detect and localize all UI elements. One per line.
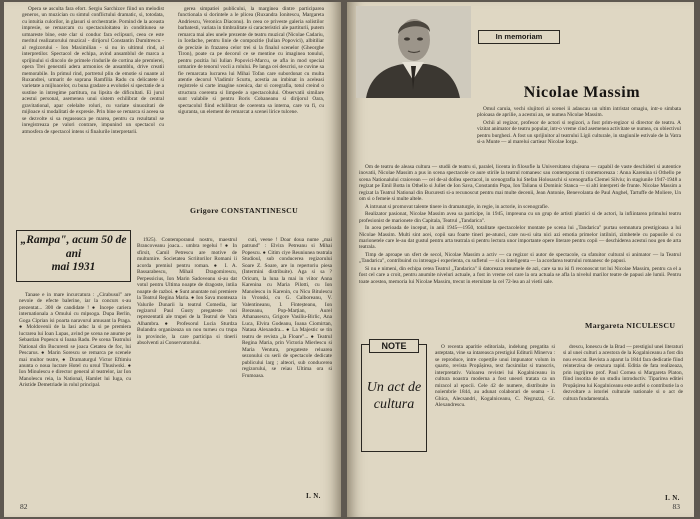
portrait-photo <box>356 6 471 98</box>
memoriam-body <box>359 164 681 310</box>
body-paragraph: In acea perioada de inceput, in anii 1945—1950, totalitate spectacolelor montate pe scena lui „Tandarica" purtau semnatura prestigioasa a lui Nicolae Massim. Multi sint acei, copii sau foarte tineri pe-atunci, care nu-si uita nici azi emotia primelor intilniri, zimbetele cu papusile si cu marionetele care le-au dat gustul pentru arta teatrala si pentru lectura unor importante opere literare pentru copii — deschiderea acestui nou gen de arta teatrala. <box>359 225 681 251</box>
note-column-2 <box>563 344 683 494</box>
body-paragraph: A intrunat si promovat talente tinere in dramaturgie, in regie, in actorie, in scenografie. <box>365 203 549 210</box>
rampa-heading-box <box>16 230 131 282</box>
review-signature: Grigore CONSTANTINESCU <box>190 206 299 215</box>
portrait-illustration <box>356 6 471 98</box>
note-paragraph: drescu, Ionescu de la Brad — prestigiul unei literaturi si al unei culturi a acestora de la Kogalniceanu a fost din nou evocat. Revista a aparut la 1844 fara dedicatie fiind reinterzisa de cenzura rapid. Editia de fata realizeaza, prin ingrijirea prof. Paul Cornea si Margareta Platon, fiind insotita de un studiu introductiv. Tiparirea editiei Propășirea lui Kogalniceanu este astfel o contributie la o dezvoltare a istoriei culturale nationale si o act de cultura fundamentala. <box>563 344 683 402</box>
memoriam-signature: Margareta NICULESCU <box>585 321 676 330</box>
right-page <box>347 2 694 517</box>
page-number-left: 82 <box>20 502 28 511</box>
review-paragraph: Opera se asculta fara efort. Sergiu Sarchizov fiind un melodist generos, un muzician cu simtul conflictului dramatic, si, totodata, cu intuitia culorilor, in glasuri si orchestratie. Pornind de la aceasta impresie, se remarcam cu spectaculoitatea in conditiunea se urmareste bine, este clar si conduc fara eclipsuri, ceea ce este meritul realizatorului muzical - dirijorul Constantin Dumitrescu - al regizorului - Ion Maximilian - si nu in ultimul rind, al interpretilor. Spectacol de echipa, avind ansamblul de marca a sprijinului si dincolo de primele rindurile de cortina ale premierei, opera Trei generatii adera armonios de ansamblu, drive creatii memorabile. In primul rind, portretul plin de emotie si nuante al Ruxandrei, urmarit de soprana Ramfilia Radu cu delicatete si varietate a mijloacelor, cu buna gradare a evolutiei si spectatie de a sustine in intregime partitura, nu lipsita de dificultati. Ei jurul acestui personal, asemenea unui sistem echilibrat de central gravitational, apar celelalte roluri, cu variate sinuozitati de mijloace si modalitati de expresie. Prin bine se remarca si aceea sa se dezvolte si sa regaseasca pe marea, pentru ca rezultatul se inregistreaza pe valori contrare, impunind un spectacol cu atmosfera de spectacol intens si finalurile interpretarii. <box>22 6 164 135</box>
review-column-1 <box>22 6 164 209</box>
in-memoriam-label: In memoriam <box>478 30 560 44</box>
page-number-right: 83 <box>672 502 680 511</box>
rampa-paragraph: 1925). Contemporanul nostru, maestrul Brancoveanu joaca... umbra regelui ! ● In sfirsit, Camil Petrescu are motive de multumire. Societatea Scriitorilor Romani ii acorda premiul pentru roman. ● I. A. Bassarabescu, Mihail Dragomirescu, Perpessicius, Ion Marin Sadoveanu si-au dat votul pentru Ultima noapte de dragoste, intiia noapte de razboi. ● Sunt anuntate noi premiere la Teatrul Regina Maria. ● Ion Sava monteaza Valurile Dunarii la teatrul Comedia, iar regizorul Paul Gusty pregateste noi reprezentatii ale trupei de la Teatrul de Vara Alhambra. ● Profesorul Lucia Sturdza Bulandra organizeaza un nou turneu cu trupa in provincie, la care participa si tinerii absolventi ai Conservatorului. <box>137 237 237 347</box>
rampa-heading-line1: „Rampa", acum 50 de ani <box>20 234 127 260</box>
note-column-1 <box>435 344 555 506</box>
body-paragraph: Om de teatru de aleasa cultura — studii de teatru si, paralel, licenta in filosofie la Universitatea clujeana — capabil de vaste deschideri si autentice inovatii, Nicolae Massim a pus in scena spectacole ce aure stirile la teatrul romanesc sau contemporan ti comemoreaza : Anna Karenina si Othello pe scena Nationalului craiovean — cel de-al dollea spectacol, in scenografia lui Stefan Holosaschi si scenografia Clemei Silviu; in stagiunile 1947-1948 a regizat pe Emil Botta in Othello si Juliet de Ion Sava, Constantin Popa, Ion Talianu si Dominic Stanca — si alti interpreti de frunte. Nicolae Massim a regizat la Teatrul National din Bucuresti si-a recunoscut pentru mai multe decenii, Jean Antonie, Benevolanta de Paul Anghel, Tartuffe de Moliere, Un om si o femeie si multe altele. <box>359 164 681 203</box>
review-paragraph: gerea simpatiei publicului, la marginea dintre participarea functionala si dorintele a le plicea (Ruxandra Ionitescu, Margareta Andriescu, Veronica Diaconu). In ceea ce priveste galeria solistilor barbatesti, variata in timbralitate si caracteristici ale partiturii, putem remarca mai ales unele prezente de teatru muzical (Nicolae Cadariu, in Iordache, pentru linie de compozitie (Iulian Popovici), albitiliar de precizie in frazarea celor trei si la finalul scenelor (Gheorghe Tiron), poate ca pe decorul ce se mentine cu imaginea tonului, pentru pozitia lui Iulian Popovici-Marcu, se afla in mod special urmarire de tenorul vocii a rolului. Pe langa cei descrisi, se cuvine sa fie remarcata lucrarea lui Mihai Tofan care subordonat cu multa atentie decorul Vladimir Scurtu, acestia au imbinat in aceleasi registrele si carte imagine scenica, dar si coregrafia, totul creind o structura coerenta si limpede a spectacolului. Observatii similare sunt valabile si pentru Boris Cobaneanu si dirijorul Oara, spectacolul fiind echilibrat de coerenta sa interna, care va fi, cu siguranta, un element de remarcat a scenei lirice tulcene. <box>178 6 324 116</box>
note-box <box>361 341 427 452</box>
rampa-column-3 <box>242 237 332 490</box>
rampa-column-2 <box>137 237 237 504</box>
note-label: NOTE <box>369 339 419 353</box>
note-signature: I. N. <box>665 494 680 502</box>
note-title: Un act de cultura <box>366 380 422 412</box>
intro-paragraph: Omul caruia, vechi slujitori ai scenei ii adaucau un ultim intristat omagiu, intr-o simbata ploioasa de aprilie, a acestui an, se numea Nicolae Massim. <box>477 106 681 119</box>
rampa-paragraph: Tanase e in mare incurcatura : „Cirabusul" are nevoie de efecte balerine, iar la concurs s-au prezentat... 300 de candidate ! ● Incepe cariera internationala a Omului cu mipsoga. Dupa Berlin, Goga Ciprian isi poarta naravurul amusant la Praga. ● Moldovenii de la Iasi aduc la si pe premiera lucrarea lui Ioan Lupas, avind pe scena ne anume pe Sebastian Popescu si Ioana Radu. Pe scena Teatrului National din Bucuresti se joaca Cetatea de foc, lui Pescarus. ● Marin Sorescu se remarca pe scenele mai multor teatre, ● Dramaturgul Victor Eftimiu anunta o noua lucrare Hotel cu ursul Thusiwski. ● Ion Minulescu e director general al teatrelor, iar Ion Manolescu reia, la National, Hamlet lui Iuga, cu Aristide Demetriade in rolul principal. <box>19 292 131 389</box>
rampa-heading-line2: mai 1931 <box>51 261 96 273</box>
rampa-column-1 <box>19 292 131 504</box>
body-paragraph: Si nu e nimeni, din echipa cetea Teatrul „Tandarica" ii datoreaza renumele de azi, care sa nu isi fi reconoscut tot lui Nicolae Massim, pentru ca el a fost cel care a croit, pentru anumite niveluri actuale, a fost in vreme cel care la ora actuala se afla la nivelul marilor teatre de papusi ale lumii. Pentru toate acestea, memoria lui Nicolae Massim, trecut in eternitate la cel 72-lea an al vietii sale. <box>359 265 681 285</box>
body-paragraph: Timp de aproape un sfert de secol, Nicolae Massim a activ — ca regizor si autor de spectacole, ca sfatuitor cultural si animator — la Teatrul „Tandarica", contribuind cu intreaga-i experienta, cu sufletul — si cu inteligenta — la acordarea teatrului romanesc de papusi. <box>359 251 681 265</box>
body-paragraph: Realizator pasionat, Nicolae Massim avea sa participe, in 1945, impreuna cu un grup de artisti plastici si de actori, la infiintarea primului teatru profesionist de marionete din Capitala, Teatrul „Tandarica". <box>359 211 681 224</box>
review-column-2 <box>178 6 324 202</box>
left-page <box>4 2 341 517</box>
rampa-paragraph: cuti, veene ! Doar doua nume „mai patrund" : Elvira Petreanu si Mihai Popescu. ● Citim ciye Reuniunea teatrala Studioul, sub conducerea regizorului Soare Z. Soare, are in repertoriu piesa (Intermini distribuite). Aga si sa ? Oricum, la luna la mai in viitor Anna Karenina cu Maria Pilotti, cu Ion Manolescu in Karenin, cu Nicu Bitulescu in Vronski, cu G. Calboreanu, V. Valentineanu, I. Finteșteanu, Ion Brezeanu, Pop-Marțian, Aurel Athanasescu, Grigore Vasiliu-Birlic, Ana Luca, Elvira Godeanu, Ioana Ciomirtan, Natasa Alexandra... ● La Majestic se tin teatru de revista „la Floare"... ● Teatrul Regina Maria, prin Victoria Mierlescu si Maria Ventura, pregateste reluarea sezonului cu serii de spectacole dedicate publicului larg ; alteori, sub conducerea regizorului, se reiau Ultima ora si Frumoasa. <box>242 237 332 379</box>
rampa-signature: I. N. <box>306 492 321 500</box>
note-paragraph: O recenta aparitie editoriala, indelung pregatita si asteptata, vine sa intareasca prestigiul Editurii Minerva : se reproduce, intre coperțile unui impunator volum in quarto, revista Propășirea, text facsimilat si transcris, interpretativ. Valoarea revistei lui Kogalniceanu in cultura noastra moderna a fost uneori tratata ca un miracol al epocii. Cele 42 de numere, distribuite in noiembrie 1844, au adunat colaborari de seama - I. Ghica, Alecsandri, Kogalniceanu, C. Negruzzi, Gr. Alexandrescu. <box>435 344 555 409</box>
article-title: Nicolae Massim <box>523 84 641 101</box>
intro-paragraph: Ochii al regizor, profesor de actori si regizori, a fost prim-regizor si director de teatru. A vizitat animator de teatru popular, intr-o vreme cind asemenea activitate se numea, cu obiectivul pentru burghezi. A fost un sprijinitor al teatrului Ligii culturale, in stagiunile estivale de la Vatra si-a Munte — al marelui cartiear Nicolae Iorga. <box>477 119 681 146</box>
memoriam-intro <box>477 106 681 164</box>
